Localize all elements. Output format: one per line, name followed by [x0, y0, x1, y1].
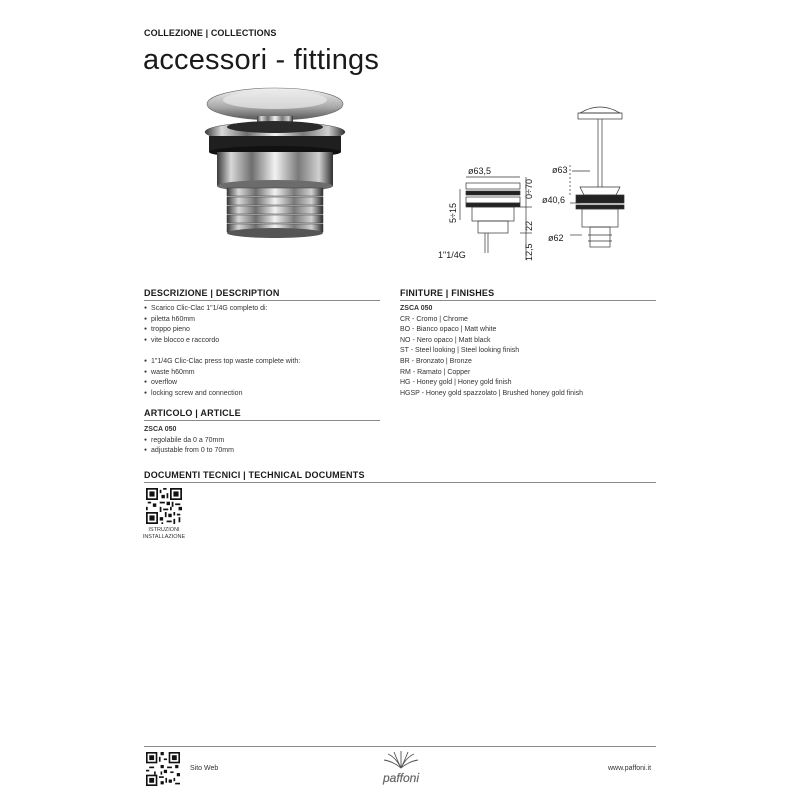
footer-site-label: Sito Web	[190, 765, 219, 772]
finish-item: HGSP - Honey gold spazzolato | Brushed honey gold finish	[400, 389, 584, 397]
qr-caption	[130, 527, 198, 541]
description-it-line: ● Scarico Clic-Clac 1"1/4G completo di:	[144, 304, 300, 315]
description-it-line: ● vite blocco e raccordo	[144, 336, 300, 347]
qr-caption-line-1: ISTRUZIONI	[148, 527, 180, 533]
finish-item: HG - Honey gold | Honey gold finish	[400, 379, 512, 387]
article-code: ZSCA 050	[144, 426, 177, 433]
article-rule	[144, 420, 380, 421]
description-en-line: ● locking screw and connection	[144, 389, 300, 400]
dim-cap-diameter: ø63	[552, 165, 568, 175]
documents-rule	[144, 482, 656, 483]
collection-eyebrow: COLLEZIONE | COLLECTIONS	[144, 28, 277, 38]
article-line: ● regolabile da 0 a 70mm	[144, 436, 234, 447]
dim-bottom-height: 12,5	[524, 243, 534, 261]
dim-top-diameter: ø63,5	[468, 166, 492, 176]
page-title: accessori - fittings	[143, 44, 380, 76]
description-en-line: ● overflow	[144, 378, 300, 389]
documents-heading: DOCUMENTI TECNICI | TECHNICAL DOCUMENTS	[144, 470, 365, 480]
description-en-line: ● waste h60mm	[144, 368, 300, 379]
finish-item: BO - Bianco opaco | Matt white	[400, 326, 497, 334]
article-heading: ARTICOLO | ARTICLE	[144, 408, 241, 418]
footer-rule	[144, 746, 656, 747]
description-rule	[144, 300, 380, 301]
brand-wordmark: paffoni	[382, 771, 420, 785]
dim-side-height: 5÷15	[448, 203, 458, 223]
description-list	[144, 304, 300, 399]
finishes-list	[400, 304, 583, 399]
section-view	[570, 107, 624, 247]
description-it-line: ● piletta h60mm	[144, 315, 300, 326]
dim-adjust-height: 0÷70	[524, 179, 534, 199]
finishes-code: ZSCA 050	[400, 305, 433, 312]
paffoni-logo	[366, 750, 436, 788]
description-it-line: ● troppo pieno	[144, 325, 300, 336]
website-qr-code[interactable]	[146, 752, 180, 786]
finish-item: ST - Steel looking | Steel looking finish	[400, 347, 520, 355]
technical-drawing	[420, 95, 640, 270]
product-photo	[195, 80, 355, 240]
elevation-view	[460, 177, 532, 260]
footer-url[interactable]: www.paffoni.it	[608, 765, 652, 772]
dim-mid-height: 22	[524, 220, 534, 231]
article-list	[144, 425, 234, 457]
description-en-line: ● 1"1/4G Clic-Clac press top waste complete with:	[144, 357, 300, 368]
finishes-rule	[400, 300, 656, 301]
dim-body-diameter: ø40,6	[542, 195, 566, 205]
qr-caption-line-2: INSTALLAZIONE	[142, 534, 186, 540]
finish-item: CR - Cromo | Chrome	[400, 315, 468, 323]
finish-item: BR - Bronzato | Bronze	[400, 357, 472, 365]
dim-flange-diameter: ø62	[548, 233, 564, 243]
description-heading: DESCRIZIONE | DESCRIPTION	[144, 288, 280, 298]
finish-item: NO - Nero opaco | Matt black	[400, 336, 491, 344]
finish-item: RM - Ramato | Copper	[400, 368, 471, 376]
finishes-heading: FINITURE | FINISHES	[400, 288, 495, 298]
dim-thread: 1"1/4G	[438, 250, 466, 260]
instructions-qr-code[interactable]	[146, 488, 182, 524]
article-line: ● adjustable from 0 to 70mm	[144, 446, 234, 457]
